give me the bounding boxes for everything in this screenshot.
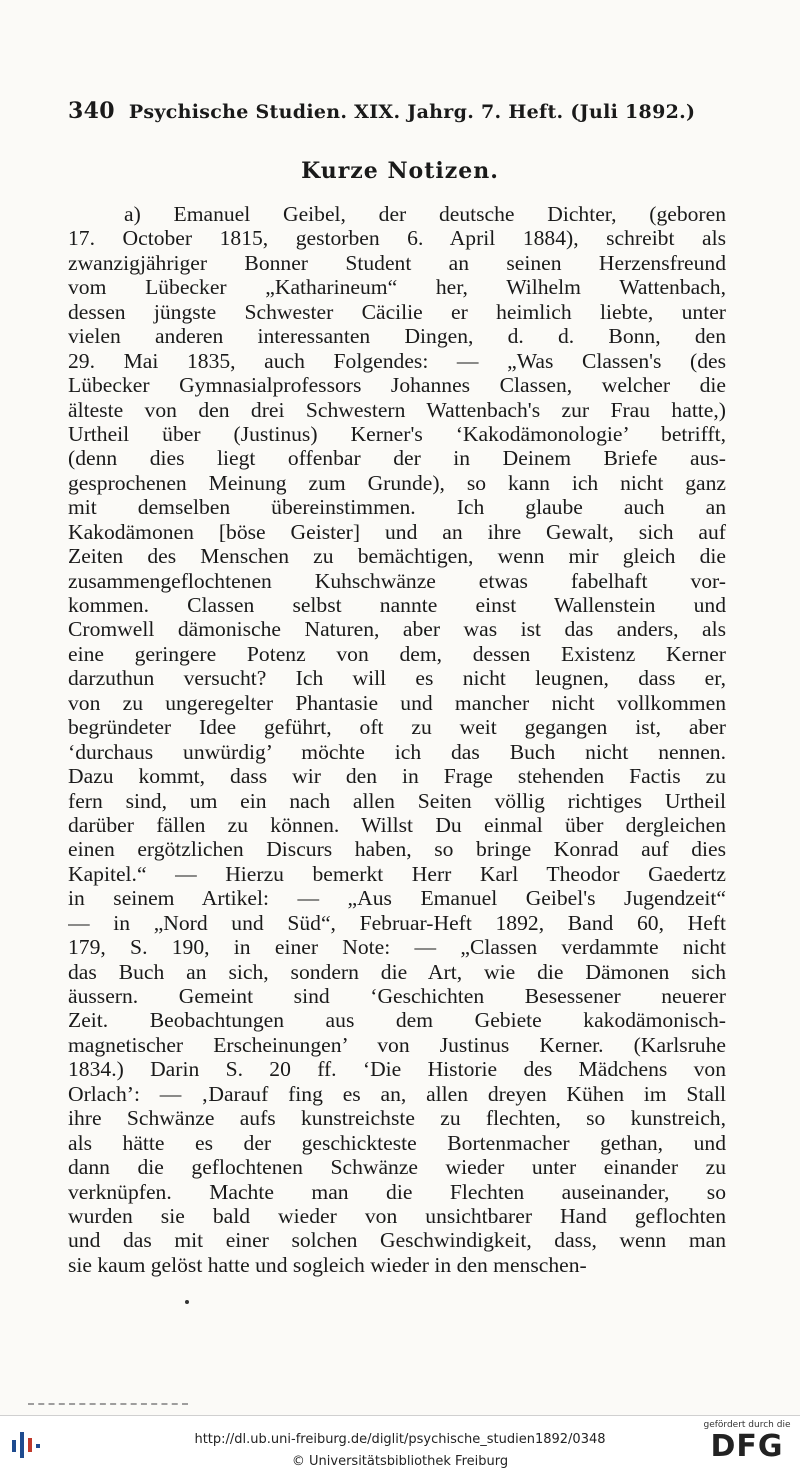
- text-line: dann die geflochtenen Schwänze wieder unter einander zu: [68, 1155, 726, 1180]
- text-line: kommen. Classen selbst nannte einst Wallenstein und: [68, 593, 726, 617]
- dfg-wordmark: DFG: [710, 1429, 784, 1464]
- text-line: vielen anderen interessanten Dingen, d. d. Bonn, den: [68, 324, 726, 349]
- text-line: von zu ungeregelter Phantasie und mancher nicht vollkommen: [68, 690, 726, 715]
- text-line: wurden sie bald wieder von unsichtbarer Hand geflochten: [68, 1203, 726, 1228]
- page-number: 340: [68, 98, 115, 124]
- running-title: Psychische Studien. XIX. Jahrg. 7. Heft. (Juli 1892.): [128, 101, 696, 123]
- text-line: einen ergötzlichen Discurs haben, so bringe Konrad auf dies: [68, 837, 726, 862]
- text-line: eine geringere Potenz von dem, dessen Existenz Kerner: [68, 641, 726, 666]
- viewer-footer: [0, 1415, 800, 1475]
- text-line: vom Lübecker „Katharineum“ her, Wilhelm Wattenbach,: [68, 275, 726, 300]
- dfg-funding-text: gefördert durch die: [703, 1420, 791, 1430]
- text-line: Kapitel.“ — Hierzu bemerkt Herr Karl Theodor Gaedertz: [68, 861, 726, 886]
- text-line: — in „Nord und Süd“, Februar-Heft 1892, Band 60, Heft: [68, 910, 726, 935]
- copyright-notice: © Universitätsbibliothek Freiburg: [291, 1454, 509, 1469]
- scan-edge-marks: [28, 1403, 188, 1411]
- text-line: magnetischer Erscheinungen’ von Justinus Kerner. (Karlsruhe: [68, 1032, 726, 1057]
- source-url-link[interactable]: http://dl.ub.uni-freiburg.de/diglit/psychische_studien1892/0348: [194, 1432, 606, 1447]
- text-line: fern sind, um ein nach allen Seiten völlig richtiges Urtheil: [68, 788, 726, 813]
- text-line: (denn dies liegt offenbar der in Deinem Briefe aus-: [68, 446, 726, 471]
- text-line: zusammengeflochtenen Kuhschwänze etwas fabelhaft vor-: [68, 568, 726, 593]
- text-line: zwanzigjähriger Bonner Student an seinen Herzensfreund: [68, 250, 726, 275]
- text-line: Lübecker Gymnasialprofessors Johannes Classen, welcher die: [68, 373, 726, 398]
- text-line: begründeter Idee geführt, oft zu weit gegangen ist, aber: [68, 715, 726, 740]
- text-line: ihre Schwänze aufs kunstreichste zu flechten, so kunstreich,: [68, 1106, 726, 1131]
- text-line: darzuthun versucht? Ich will es nicht leugnen, dass er,: [68, 666, 726, 691]
- text-line: mit demselben übereinstimmen. Ich glaube auch an: [68, 495, 726, 520]
- text-line: Zeit. Beobachtungen aus dem Gebiete kakodämonisch-: [68, 1008, 726, 1033]
- text-line: ‘durchaus unwürdig’ möchte ich das Buch nicht nennen.: [68, 739, 726, 764]
- text-line: Urtheil über (Justinus) Kerner's ‘Kakodämonologie’ betrifft,: [68, 421, 726, 446]
- text-line: in seinem Artikel: — „Aus Emanuel Geibel's Jugendzeit“: [68, 886, 726, 911]
- text-line: darüber fällen zu können. Willst Du einmal über dergleichen: [68, 812, 726, 837]
- dfg-logo: [702, 1420, 792, 1472]
- text-line: gesprochenen Meinung zum Grunde), so kann ich nicht ganz: [68, 470, 726, 495]
- text-line: das Buch an sich, sondern die Art, wie die Dämonen sich: [68, 959, 726, 984]
- text-line: Orlach’: — ‚Darauf fing es an, allen dreyen Kühen im Stall: [68, 1081, 726, 1106]
- text-line: Kakodämonen [böse Geister] und an ihre Gewalt, sich auf: [68, 519, 726, 544]
- text-line: Zeiten des Menschen zu bemächtigen, wenn mir gleich die: [68, 544, 726, 569]
- text-line: verknüpfen. Machte man die Flechten auseinander, so: [68, 1179, 726, 1204]
- text-line: Dazu kommt, dass wir den in Frage stehenden Factis zu: [68, 764, 726, 789]
- text-line: 29. Mai 1835, auch Folgendes: — „Was Classen's (des: [68, 348, 726, 373]
- section-title: Kurze Notizen.: [301, 158, 499, 184]
- text-line: und das mit einer solchen Geschwindigkeit, dass, wenn man: [68, 1228, 726, 1253]
- running-header: [68, 98, 728, 124]
- text-line: äussern. Gemeint sind ‘Geschichten Besessener neuerer: [68, 984, 726, 1008]
- text-line: Cromwell dämonische Naturen, aber was ist das anders, als: [68, 617, 726, 642]
- text-line: a) Emanuel Geibel, der deutsche Dichter, (geboren: [124, 202, 726, 226]
- ink-speck: [185, 1300, 189, 1304]
- article-body: [68, 202, 726, 1277]
- text-line: 179, S. 190, in einer Note: — „Classen verdammte nicht: [68, 935, 726, 960]
- text-line: älteste von den drei Schwestern Wattenbach's zur Frau hatte,): [68, 397, 726, 422]
- text-line: als hätte es der geschickteste Bortenmacher gethan, und: [68, 1130, 726, 1155]
- text-line: sie kaum gelöst hatte und sogleich wieder in den menschen-: [68, 1252, 587, 1277]
- text-line: dessen jüngste Schwester Cäcilie er heimlich liebte, unter: [68, 299, 726, 324]
- text-line: 1834.) Darin S. 20 ff. ‘Die Historie des Mädchens von: [68, 1057, 726, 1082]
- text-line: 17. October 1815, gestorben 6. April 1884), schreibt als: [68, 226, 726, 251]
